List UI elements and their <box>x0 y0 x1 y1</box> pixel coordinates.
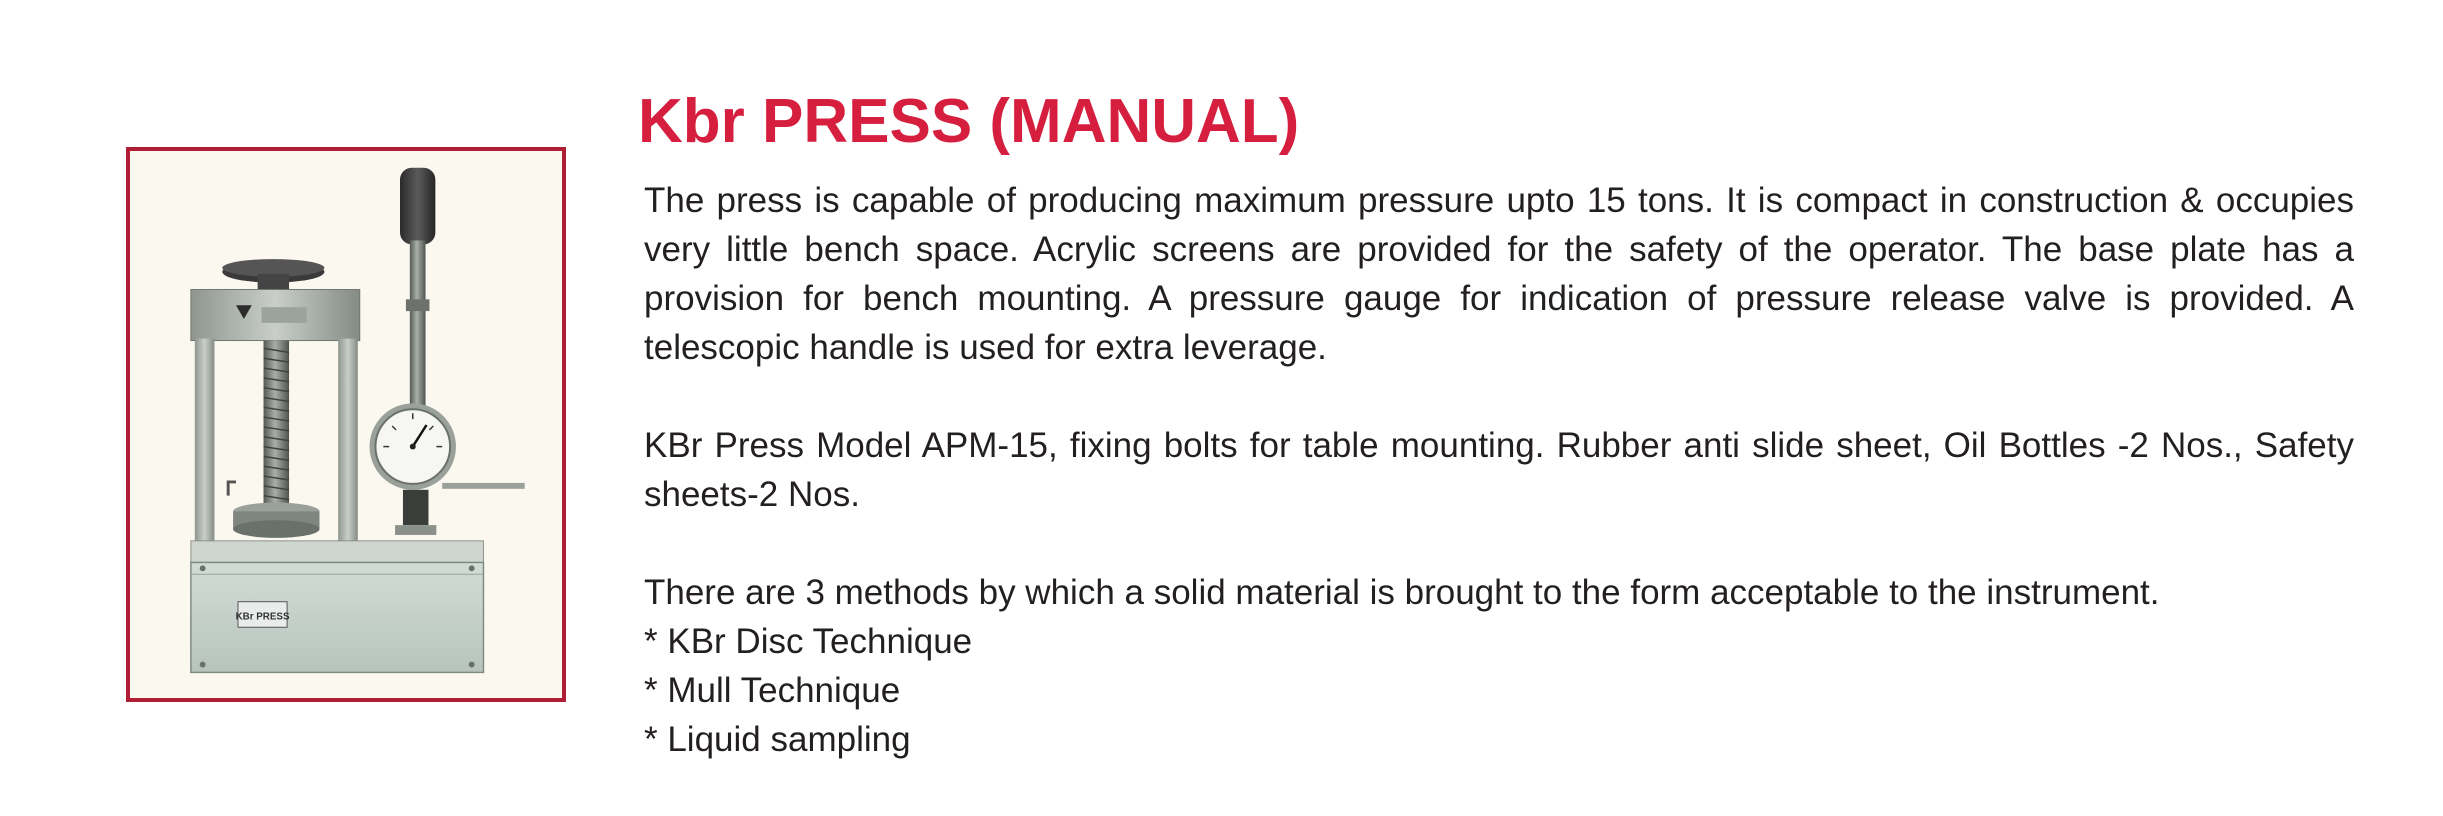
method-item: * Mull Technique <box>644 671 901 710</box>
product-image <box>126 147 566 702</box>
page-title: Kbr PRESS (MANUAL) <box>638 87 1300 156</box>
supply-paragraph: KBr Press Model APM-15, fixing bolts for table mounting. Rubber anti slide sheet, Oil Bottles -2 Nos., Safety sheets-2 Nos. <box>644 426 2354 514</box>
paragraph-spacer <box>644 372 2354 421</box>
description-paragraph: The press is capable of producing maximum pressure upto 15 tons. It is compact in construction & occupies very little bench space. Acrylic screens are provided for the safety of the operator. The base plate has a provision for bench mounting. A pressure gauge for indication of pressure release valve is provided. A telescopic handle is used for extra leverage. <box>644 181 2354 367</box>
method-item: * KBr Disc Technique <box>644 622 973 661</box>
kbr-press-illustration <box>130 151 562 698</box>
methods-intro: There are 3 methods by which a solid material is brought to the form acceptable to the instrument. <box>644 573 2160 612</box>
method-item: * Liquid sampling <box>644 720 911 759</box>
nameplate-label: KBr PRESS <box>235 611 290 623</box>
paragraph-spacer <box>644 519 2354 568</box>
product-description-block <box>644 176 2354 764</box>
